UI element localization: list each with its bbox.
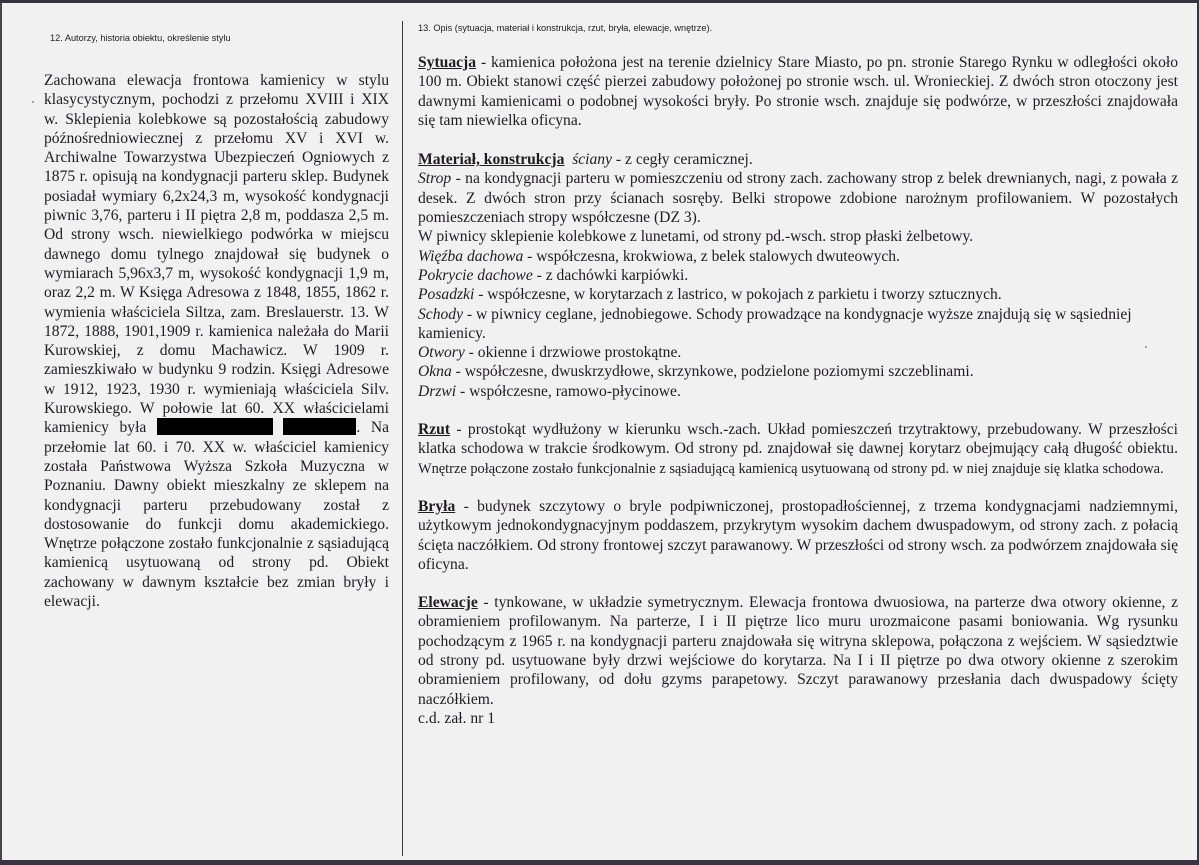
material-item [418, 305, 1178, 344]
material-item [418, 169, 1178, 227]
sytuacja-text: - kamienica położona jest na terenie dzielnicy Stare Miasto, po pn. stronie Starego Rynku w odległości około 100 m. Obiekt stanowi część pierzei zabudowy położonej po stronie wsch. ul. Wronieckiej. Z dwóch stron otoczony jest dawnymi kamienicami o podobnej wysokości bryły. Po stronie wsch. znajduje się podwórze, w przeszłości znajdowała się tam niewielka oficyna. [418, 54, 1178, 129]
redaction-box [283, 418, 356, 435]
material-item [418, 247, 1178, 266]
item-text: - na kondygnacji parteru w pomieszczeniu od strony zach. zachowany strop z belek drewnianych, nagi, z powała z desek. Z dwóch stron przy ścianach sosręby. Belki stropowe zdobione narożnym profilowaniem. W pozostałych pomieszczeniach stropy współczesne (DZ 3). [418, 170, 1178, 227]
elewacje-title: Elewacje [418, 594, 478, 612]
item-label: Okna [418, 363, 452, 381]
item-label: Strop [418, 170, 452, 188]
item-text: - współczesne, w korytarzach z lastrico, w pokojach z parkietu i tworzy sztucznych. [474, 286, 1002, 304]
item-label: Więźba dachowa [418, 247, 524, 265]
material-item [418, 227, 1178, 246]
item-text: - okienne i drzwiowe prostokątne. [464, 344, 682, 362]
item-label: Schody [418, 305, 464, 323]
footer-note: c.d. zał. nr 1 [418, 709, 496, 727]
history-text-part-2: . Na przełomie lat 60. i 70. XX w. właściciel kamienicy została Państwowa Wyższa Szkoła Muzyczna w Poznaniu. Dawny obiekt mieszkalny ze sklepem na kondygnacji parteru przebudowany został z dostosowanie do funkcji domu akademickiego. Wnętrze połączone zostało funkcjonalnie z sąsiadującą kamienicą usytuowaną od strony pd. Obiekt zachowany w dawnym kształcie bez zmian bryły i elewacji. [44, 419, 389, 611]
right-column [418, 23, 1178, 728]
item-label: Pokrycie dachowe [418, 266, 533, 284]
section-12-heading: 12. Autorzy, historia obiektu, określenie stylu [50, 33, 231, 43]
column-divider [402, 21, 403, 856]
scan-speck [32, 101, 34, 103]
rzut-text-small: Wnętrze połączone zostało funkcjonalnie z sąsiadującą kamienicą usytuowaną od strony pd. w niej znajduje się klatka schodowa. [418, 460, 1164, 477]
material-item [418, 150, 1178, 169]
elewacje-section [418, 593, 1178, 709]
rzut-title: Rzut [418, 421, 451, 439]
section-13-heading: 13. Opis (sytuacja, materiał i konstrukcja, rzut, bryła, elewacje, wnętrze). [418, 23, 713, 33]
document-page [0, 3, 1197, 860]
item-text: - z cegły ceramicznej. [612, 151, 753, 169]
left-column [44, 33, 389, 611]
material-item [418, 266, 1178, 285]
item-text: - z dachówki karpiówki. [532, 266, 689, 284]
material-item [418, 285, 1178, 304]
bryla-section [418, 497, 1178, 574]
item-text: - współczesne, ramowo-płycinowe. [456, 382, 681, 400]
material-item [418, 362, 1178, 381]
sytuacja-title: Sytuacja [418, 54, 477, 71]
sytuacja-section [418, 53, 1178, 130]
item-text: W piwnicy sklepienie kolebkowe z lunetami, od strony pd.-wsch. strop płaski żelbetowy. [418, 228, 974, 246]
material-section [418, 150, 1178, 401]
history-text [44, 71, 389, 611]
item-text: - w piwnicy ceglane, jednobiegowe. Schody prowadzące na kondygnacje wyższe znajdują się w sąsiedniej kamienicy. [418, 305, 1132, 342]
item-label: Posadzki [418, 286, 475, 304]
scan-speck [1145, 346, 1147, 348]
material-item [418, 382, 1178, 401]
elewacje-text: - tynkowane, w układzie symetrycznym. Elewacja frontowa dwuosiowa, na parterze dwa otwory okienne, z obramieniem profilowanym. Na parterze, I i II piętrze lico muru urozmaicone pasami boniowania. Wg rysunku pochodzącym z 1965 r. na kondygnacji parteru znajdowała się witryna sklepowa, połączona z wejściem. W sąsiedztwie od strony pd. usytuowane były drzwi wejściowe do korytarza. Na I i II piętrze po dwa otwory okienne z szerokim obramieniem profilowany, od dołu gzyms parapetowy. Szczyt parawanowy przesłania dach dwuspadowy ścięty naczółkiem. [418, 594, 1178, 708]
history-text-part-1: Zachowana elewacja frontowa kamienicy w stylu klasycystycznym, pochodzi z przełomu XVIII i XIX w. Sklepienia kolebkowe są pozostałością zabudowy późnośredniowiecznej z przełomu XV i XVI w. Archiwalne Towarzystwa Ubezpieczeń Ogniowych z 1875 r. opisują na kondygnacji parteru sklep. Budynek posiadał wymiary 6,2x24,3 m, wysokość kondygnacji piwnic 3,76, parteru i II piętra 2,8 m, poddasza 2,5 m. Od strony wsch. niewielkiego podwórka w miejscu dawnego domu tylnego znajdował się budynek o wymiarach 5,96x3,7 m, wysokość kondygnacji 1,9 m, oraz 2,2 m. W Księga Adresowa z 1848, 1855, 1862 r. wymienia właściciela Siltza, zam. Breslauerstr. 13. W 1872, 1888, 1901,1909 r. kamienica należała do Marii Kurowskiej, z domu Machawicz. W 1909 r. zamieszkiwało w budynku 9 rodzin. Księgi Adresowe w 1912, 1923, 1930 r. wymieniają właściciela Silv. Kurowskiego. W połowie lat 60. XX właścicielami kamienicy była [44, 72, 389, 437]
bryla-title: Bryła [418, 497, 456, 515]
item-text: - współczesne, dwuskrzydłowe, skrzynkowe, podzielone poziomymi szczeblinami. [451, 363, 974, 381]
material-title: Materiał, konstrukcja [418, 151, 565, 169]
material-item [418, 343, 1178, 362]
item-label: Otwory [418, 344, 465, 362]
item-text: - współczesna, krokwiowa, z belek stalowych dwuteowych. [523, 247, 900, 265]
bryla-text: - budynek szczytowy o bryle podpiwniczonej, prostopadłościennej, z trzema kondygnacjami nadziemnymi, użytkowym jednokondygnacyjnym poddaszem, przykrytym wysokim dachem dwuspadowym, od strony zach. z połacią ścięta naczółkiem. Od strony frontowej szczyt parawanowy. W przeszłości od strony wsch. za podwórzem znajdowała się oficyna. [418, 497, 1178, 573]
item-label: ściany [572, 151, 613, 169]
redaction-box [157, 418, 273, 435]
item-label: Drzwi [418, 382, 457, 400]
rzut-text: - prostokąt wydłużony w kierunku wsch.-zach. Układ pomieszczeń trzytraktowy, przebudowany. W przeszłości klatka schodowa w trakcie środkowym. Od strony pd. znajdował się dawnej korytarz obejmujący całą długość obiektu. [418, 421, 1178, 458]
rzut-section [418, 420, 1178, 478]
